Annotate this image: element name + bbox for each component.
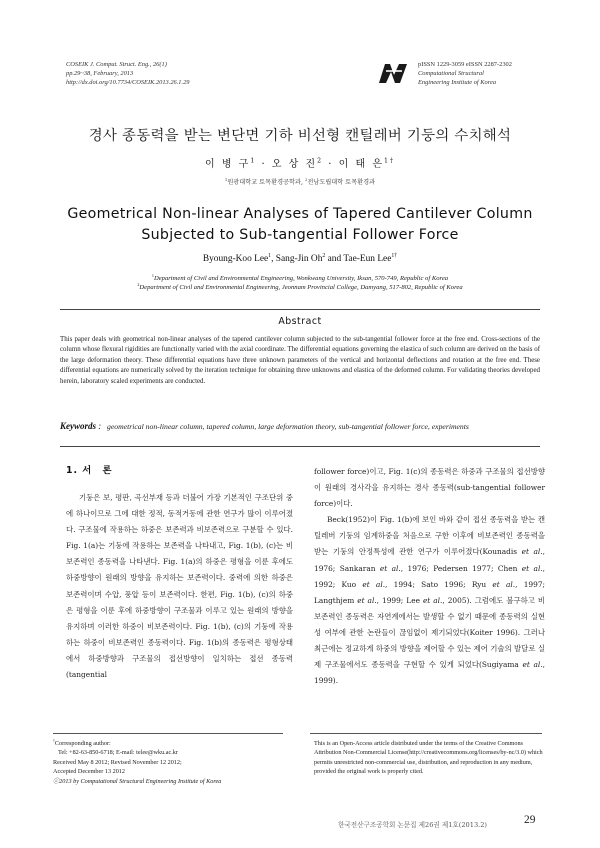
footnote-accepted: Accepted December 13 2012 bbox=[53, 768, 125, 776]
intro-paragraph-1: 기둥은 보, 평판, 곡선부재 등과 더불어 가장 기본적인 구조단위 중에 하나이므로 그에 대한 정적, 동적거동에 관한 연구가 많이 이루어졌다. 구조물에 작용하는 하중은 보존력과 비보존력으로 구분할 수 있다. Fig. 1(a)는 기둥에 작용하는 보존력을 나타내고, Fig. 1(b), (c)는 비보존력인 종동력을 나타낸다. Fig. 1(a)의 하중은 평형을 이룬 후에도 하중방향이 원래의 방향을 유지하는 보존력이다. 중력에 의한 하중은 보존력이며 수압, 풍압 등이 보존력이다. 한편, Fig. 1(b), (c)의 하중은 평형을 이룬 후에 하중방향이 구조물과 이루고 있는 원래의 방향을 유지하며 이러한 하중이 비보존력이다. Fig. 1(b), (c)의 기둥에 작용하는 하중이 비보존력인 종동력이다. Fig. 1(b)의 종동력은 평형상태에서 하중방향과 구조물의 접선방향이 일치하는 접선 종동력(tangential bbox=[66, 493, 293, 680]
footer-journal: 한국전산구조공학회 논문집 제26권 제1호(2013.2) bbox=[338, 821, 488, 829]
en-author-sep: and bbox=[325, 254, 344, 264]
footnote-contact[interactable]: Tel: +82-63-850-6718; E-mail: telee@wku.ac.kr bbox=[58, 749, 178, 757]
section-heading-introduction: 1. 서 론 bbox=[66, 465, 113, 476]
abstract-text: This paper deals with geometrical non-linear analyses of the tapered cantilever column subjected to the sub-tangential follower force at the free end. Cross-sections of the column whose flexural rigidities are functionally varied with the axial coordinate. The differential equations governing the elastica of such column are derived on the basis of the large deformation theory. These differential equations have three unknown parameters of the vertical and horizontal deflections and rotation at the free end. These differential equations are numerically solved by the iteration technique for obtaining three unknowns and elastica of the deformed column. For validating theories developed herein, laboratory scaled experiments are conducted. bbox=[60, 336, 540, 385]
p2-text-d: , 1992; Kuo bbox=[314, 563, 546, 589]
abstract-top-rule bbox=[60, 309, 540, 310]
english-authors bbox=[0, 254, 600, 264]
en-author-2: Sang-Jin Oh bbox=[275, 254, 323, 264]
citation-line-2: pp.29~38, February, 2013 bbox=[66, 70, 134, 78]
et-al: et al. bbox=[521, 563, 543, 573]
doi-link[interactable]: http://dx.doi.org/10.7734/COSEIK.2013.26.1.29 bbox=[66, 79, 190, 87]
p2-text-i: , 1999). bbox=[314, 660, 546, 686]
english-title-line-1: Geometrical Non-linear Analyses of Tapered Cantilever Column bbox=[67, 206, 533, 222]
p2-text-e: , 1994; Sato 1996; Ryu bbox=[385, 579, 493, 589]
cesik-logo-icon bbox=[378, 62, 408, 84]
footnote-mark: † bbox=[53, 738, 55, 743]
footnote-copyright: ⓒ2013 by Computational Structural Engineering Institute of Korea bbox=[53, 777, 222, 785]
en-author-3: Tae-Eun Lee bbox=[343, 254, 392, 264]
keywords-label-text: Keywords bbox=[60, 421, 96, 431]
en-author-3-mark: 1† bbox=[391, 252, 398, 259]
footnote-rule-right bbox=[310, 733, 542, 734]
kr-author-3: 이 태 은 bbox=[338, 159, 384, 170]
p2-text-a: Beck(1952)이 Fig. 1(b)에 보인 바와 같이 접선 종동력을 받는 캔틸레버 기둥의 임계하중을 처음으로 구한 이후에 비보존력인 종동력을 받는 기둥의 안정특성에 관한 연구가 이루어졌다(Kounadis bbox=[314, 515, 545, 557]
footnote-rule-left bbox=[53, 733, 283, 734]
en-aff-line-2 bbox=[0, 283, 600, 292]
issn-block bbox=[418, 60, 512, 88]
english-affiliations bbox=[0, 274, 600, 293]
footnote-corresponding: Corresponding author: bbox=[54, 740, 111, 747]
publisher-line-2: Engineering Institute of Korea bbox=[418, 79, 497, 87]
kr-aff-2: 전남도립대학 토목환경과 bbox=[307, 179, 376, 186]
page-number: 29 bbox=[524, 814, 536, 826]
kr-author-1-mark: 1 bbox=[250, 157, 257, 165]
intro-paragraph-2 bbox=[314, 512, 545, 689]
kr-author-1: 이 병 구 bbox=[204, 159, 251, 170]
publisher-line-1: Computational Structural bbox=[418, 70, 484, 78]
abstract-heading: Abstract bbox=[278, 316, 322, 327]
english-title bbox=[0, 204, 600, 246]
en-aff-1-mark: 1 bbox=[151, 272, 154, 278]
kr-author-2-mark: 2 bbox=[317, 157, 324, 165]
open-access-footnote: This is an Open-Access article distributed under the terms of the Creative Commons Attribution Non-Commercial License(http://creativecommons.org/licenses/by-nc/3.0) which permits unrestricted non-commercial use, distribution, and reproduction in any medium, provided the original work is properly cited. bbox=[314, 740, 543, 776]
p2-text-f: , 1997; Langthjem bbox=[314, 579, 546, 605]
citation-line-1: COSEIK J. Comput. Struct. Eng., 26(1) bbox=[66, 61, 167, 68]
footnote-line-1 bbox=[53, 739, 293, 748]
et-al: et al. bbox=[357, 595, 377, 605]
kr-author-sep: · bbox=[256, 159, 272, 170]
intro-paragraph-1-cont: follower force)이고, Fig. 1(c)의 종동력은 하중과 구조물의 접선방향이 원래의 경사각을 유지하는 경사 종동력(sub-tangential follower force)이다. bbox=[314, 467, 545, 509]
abstract-bottom-rule bbox=[60, 446, 540, 447]
en-aff-line-1 bbox=[0, 274, 600, 283]
en-aff-1: Department of Civil and Environmental Engineering, Wonkwang University, Iksan, 570-749, Republic of Korea bbox=[153, 275, 449, 282]
et-al: et al. bbox=[492, 579, 516, 589]
p2-text-h: , 2005). 그럼에도 불구하고 비보존력인 종동력은 자연계에서는 발생할 수 없기 때문에 종동력의 실현성 여부에 관한 논란들이 끊임없이 제기되었다(Koiter 1996). 그러나 최근에는 정교하게 하중의 방향을 제어할 수 있는 제어 기술의 발달로 실제 구조물에서도 종동력을 구현할 수 있게 되었다(Sugiyama bbox=[314, 595, 545, 670]
footnote-received: Received May 8 2012; Revised November 12 2012; bbox=[53, 758, 182, 766]
kr-author-2: 오 상 진 bbox=[271, 159, 318, 170]
korean-title: 경사 종동력을 받는 변단면 기하 비선형 캔틸레버 기둥의 수치해석 bbox=[88, 128, 512, 144]
et-al: et al. bbox=[521, 547, 543, 557]
corresponding-author-footnote bbox=[53, 739, 293, 786]
en-author-1-mark: 1 bbox=[268, 252, 272, 259]
kr-author-sep: · bbox=[323, 159, 339, 170]
et-al: et al. bbox=[522, 660, 543, 670]
kr-author-3-mark: 1† bbox=[383, 157, 396, 165]
kr-aff-2-mark: 2 bbox=[304, 176, 308, 182]
keywords-text: geometrical non-linear column, tapered column, large deformation theory, sub-tangential follower force, experiments bbox=[107, 422, 469, 431]
korean-affiliations bbox=[0, 177, 600, 186]
et-al: et al. bbox=[379, 563, 401, 573]
p2-text-g: , 1999; Lee bbox=[376, 595, 423, 605]
en-aff-2: Department of Civil and Environmental Engineering, Jeonnam Provincial College, Damyang, 517-802, Republic of Korea bbox=[139, 284, 463, 292]
keywords-label bbox=[60, 421, 101, 431]
english-title-line-2: Subjected to Sub-tangential Follower Force bbox=[141, 227, 459, 243]
et-al: et al. bbox=[362, 579, 386, 589]
kr-aff-1: 원광대학교 토목환경공학과, bbox=[227, 179, 303, 186]
en-author-1: Byoung-Koo Lee bbox=[202, 254, 269, 264]
journal-citation bbox=[66, 60, 190, 88]
et-al: et al. bbox=[422, 595, 443, 605]
en-author-2-mark: 2 bbox=[322, 252, 326, 259]
keywords-separator: : bbox=[96, 421, 102, 431]
en-aff-2-mark: 2 bbox=[137, 282, 140, 288]
en-author-sep: , bbox=[271, 254, 276, 264]
korean-authors bbox=[0, 155, 600, 170]
kr-aff-1-mark: 1 bbox=[224, 176, 228, 182]
issn-line: pISSN 1229-3059 eISSN 2287-2302 bbox=[418, 61, 512, 68]
body-column-right bbox=[314, 464, 545, 689]
p2-text-b: , 1976; Sankaran bbox=[314, 547, 546, 573]
p2-text-c: , 1976; Pedersen 1977; Chen bbox=[400, 563, 522, 573]
body-column-left bbox=[66, 490, 293, 683]
